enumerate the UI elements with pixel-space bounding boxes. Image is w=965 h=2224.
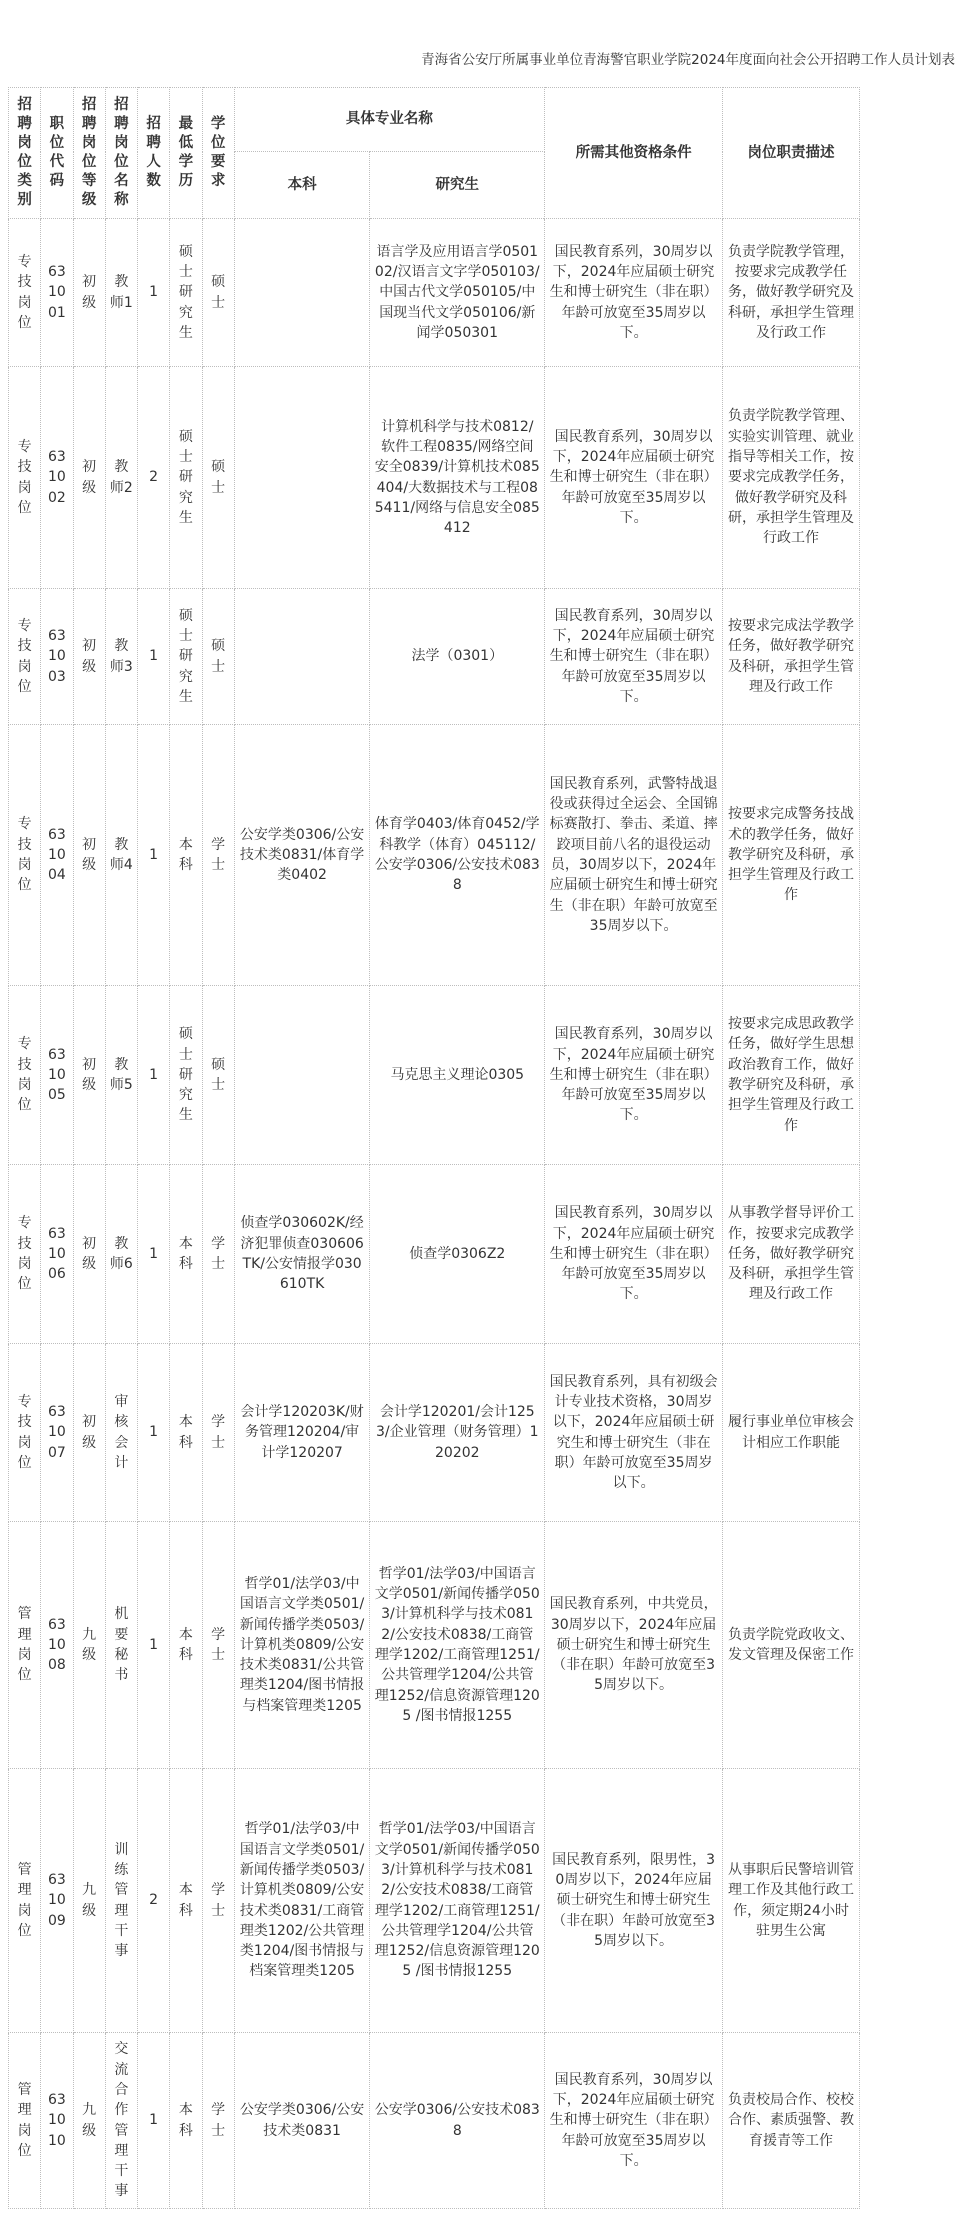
cell-name: 教师5 — [105, 986, 137, 1165]
table-row — [9, 1165, 860, 1344]
cell-education: 本科 — [170, 1522, 202, 1769]
cell-qualification: 国民教育系列，30周岁以下，2024年应届硕士研究生和博士研究生（非在职）年龄可放宽至35周岁以下。 — [545, 1165, 723, 1344]
cell-code: 631009 — [41, 1769, 73, 2033]
table-row — [9, 1769, 860, 2033]
cell-count: 2 — [138, 367, 170, 589]
cell-grad: 法学（0301） — [370, 589, 545, 725]
cell-undergrad: 公安学类0306/公安技术类0831 — [234, 2033, 370, 2209]
cell-undergrad — [234, 589, 370, 725]
cell-name: 交流合作管理干事 — [105, 2033, 137, 2209]
cell-education: 硕士研究生 — [170, 986, 202, 1165]
cell-education: 本科 — [170, 1344, 202, 1522]
table-row — [9, 219, 860, 367]
cell-count: 1 — [138, 589, 170, 725]
cell-code: 631005 — [41, 986, 73, 1165]
cell-duty: 负责校局合作、校校合作、素质强警、教育援青等工作 — [723, 2033, 860, 2209]
cell-code: 631010 — [41, 2033, 73, 2209]
cell-category: 专技岗位 — [9, 219, 41, 367]
cell-count: 1 — [138, 2033, 170, 2209]
cell-undergrad — [234, 367, 370, 589]
cell-degree: 硕士 — [202, 589, 234, 725]
cell-category: 专技岗位 — [9, 986, 41, 1165]
header-grad: 研究生 — [370, 152, 545, 219]
cell-education: 本科 — [170, 1769, 202, 2033]
cell-undergrad: 侦查学030602K/经济犯罪侦查030606TK/公安情报学030610TK — [234, 1165, 370, 1344]
cell-category: 管理岗位 — [9, 1522, 41, 1769]
header-major: 具体专业名称 — [234, 88, 544, 152]
cell-qualification: 国民教育系列，30周岁以下，2024年应届硕士研究生和博士研究生（非在职）年龄可放宽至35周岁以下。 — [545, 2033, 723, 2209]
cell-name: 教师3 — [105, 589, 137, 725]
cell-undergrad — [234, 219, 370, 367]
cell-education: 本科 — [170, 725, 202, 986]
cell-duty: 负责学院教学管理、实验实训管理、就业指导等相关工作，按要求完成教学任务，做好教学研究及科研，承担学生管理及行政工作 — [723, 367, 860, 589]
cell-name: 教师4 — [105, 725, 137, 986]
cell-name: 机要秘书 — [105, 1522, 137, 1769]
header-code: 职位代码 — [41, 88, 73, 219]
table-row — [9, 725, 860, 986]
cell-code: 631001 — [41, 219, 73, 367]
cell-grad: 计算机科学与技术0812/软件工程0835/网络空间安全0839/计算机技术085404/大数据技术与工程085411/网络与信息安全085412 — [370, 367, 545, 589]
cell-level: 初级 — [73, 725, 105, 986]
cell-qualification: 国民教育系列，中共党员，30周岁以下，2024年应届硕士研究生和博士研究生（非在职）年龄可放宽至35周岁以下。 — [545, 1522, 723, 1769]
cell-duty: 从事职后民警培训管理工作及其他行政工作，须定期24小时驻男生公寓 — [723, 1769, 860, 2033]
header-category: 招聘岗位类别 — [9, 88, 41, 219]
cell-education: 硕士研究生 — [170, 219, 202, 367]
cell-degree: 学士 — [202, 1165, 234, 1344]
cell-code: 631004 — [41, 725, 73, 986]
cell-education: 本科 — [170, 2033, 202, 2209]
cell-duty: 负责学院教学管理，按要求完成教学任务，做好教学研究及科研，承担学生管理及行政工作 — [723, 219, 860, 367]
cell-duty: 按要求完成法学教学任务，做好教学研究及科研，承担学生管理及行政工作 — [723, 589, 860, 725]
cell-degree: 硕士 — [202, 986, 234, 1165]
cell-code: 631003 — [41, 589, 73, 725]
cell-level: 初级 — [73, 1344, 105, 1522]
cell-level: 初级 — [73, 367, 105, 589]
cell-undergrad: 哲学01/法学03/中国语言文学类0501/新闻传播学类0503/计算机类0809/公安技术类0831/工商管理类1202/公共管理类1204/图书情报与档案管理类1205 — [234, 1769, 370, 2033]
cell-level: 九级 — [73, 1522, 105, 1769]
cell-education: 本科 — [170, 1165, 202, 1344]
cell-level: 九级 — [73, 2033, 105, 2209]
cell-level: 初级 — [73, 219, 105, 367]
cell-name: 训练管理干事 — [105, 1769, 137, 2033]
table-row — [9, 1522, 860, 1769]
cell-code: 631002 — [41, 367, 73, 589]
cell-name: 教师6 — [105, 1165, 137, 1344]
cell-category: 管理岗位 — [9, 2033, 41, 2209]
cell-duty: 按要求完成警务技战术的教学任务，做好教学研究及科研，承担学生管理及行政工作 — [723, 725, 860, 986]
header-undergrad: 本科 — [234, 152, 370, 219]
header-count: 招聘人数 — [138, 88, 170, 219]
cell-degree: 硕士 — [202, 219, 234, 367]
cell-undergrad — [234, 986, 370, 1165]
cell-degree: 学士 — [202, 1344, 234, 1522]
cell-category: 专技岗位 — [9, 1344, 41, 1522]
page-title: 青海省公安厅所属事业单位青海警官职业学院2024年度面向社会公开招聘工作人员计划表 — [421, 52, 955, 68]
header-name: 招聘岗位名称 — [105, 88, 137, 219]
cell-grad: 侦查学0306Z2 — [370, 1165, 545, 1344]
cell-count: 1 — [138, 1165, 170, 1344]
cell-qualification: 国民教育系列，30周岁以下，2024年应届硕士研究生和博士研究生（非在职）年龄可放宽至35周岁以下。 — [545, 589, 723, 725]
table-row — [9, 986, 860, 1165]
cell-grad: 会计学120201/会计1253/企业管理（财务管理）120202 — [370, 1344, 545, 1522]
cell-duty: 从事教学督导评价工作，按要求完成教学任务，做好教学研究及科研，承担学生管理及行政工作 — [723, 1165, 860, 1344]
cell-code: 631007 — [41, 1344, 73, 1522]
cell-level: 初级 — [73, 1165, 105, 1344]
cell-category: 专技岗位 — [9, 367, 41, 589]
cell-name: 教师1 — [105, 219, 137, 367]
cell-degree: 学士 — [202, 2033, 234, 2209]
cell-undergrad: 哲学01/法学03/中国语言文学类0501/新闻传播学类0503/计算机类0809/公安技术类0831/公共管理类1204/图书情报与档案管理类1205 — [234, 1522, 370, 1769]
table-row — [9, 589, 860, 725]
table-row — [9, 1344, 860, 1522]
cell-qualification: 国民教育系列，30周岁以下，2024年应届硕士研究生和博士研究生（非在职）年龄可放宽至35周岁以下。 — [545, 367, 723, 589]
cell-degree: 学士 — [202, 1769, 234, 2033]
header-duty: 岗位职责描述 — [723, 88, 860, 219]
cell-category: 专技岗位 — [9, 589, 41, 725]
cell-grad: 哲学01/法学03/中国语言文学0501/新闻传播学0503/计算机科学与技术0812/公安技术0838/工商管理学1202/工商管理1251/公共管理学1204/公共管理1252/信息资源管理1205 /图书情报1255 — [370, 1769, 545, 2033]
cell-count: 1 — [138, 219, 170, 367]
cell-duty: 按要求完成思政教学任务，做好学生思想政治教育工作，做好教学研究及科研，承担学生管理及行政工作 — [723, 986, 860, 1165]
cell-qualification: 国民教育系列，30周岁以下，2024年应届硕士研究生和博士研究生（非在职）年龄可放宽至35周岁以下。 — [545, 986, 723, 1165]
cell-education: 硕士研究生 — [170, 589, 202, 725]
cell-name: 审核会计 — [105, 1344, 137, 1522]
cell-qualification: 国民教育系列，武警特战退役或获得过全运会、全国锦标赛散打、拳击、柔道、摔跤项目前八名的退役运动员，30周岁以下，2024年应届硕士研究生和博士研究生（非在职）年龄可放宽至35周岁以下。 — [545, 725, 723, 986]
header-level: 招聘岗位等级 — [73, 88, 105, 219]
cell-code: 631006 — [41, 1165, 73, 1344]
cell-grad: 体育学0403/体育0452/学科教学（体育）045112/公安学0306/公安技术0838 — [370, 725, 545, 986]
cell-qualification: 国民教育系列，具有初级会计专业技术资格，30周岁以下，2024年应届硕士研究生和博士研究生（非在职）年龄可放宽至35周岁以下。 — [545, 1344, 723, 1522]
cell-grad: 马克思主义理论0305 — [370, 986, 545, 1165]
cell-count: 1 — [138, 986, 170, 1165]
cell-count: 1 — [138, 1522, 170, 1769]
cell-duty: 履行事业单位审核会计相应工作职能 — [723, 1344, 860, 1522]
header-qualification: 所需其他资格条件 — [545, 88, 723, 219]
cell-category: 专技岗位 — [9, 1165, 41, 1344]
cell-category: 管理岗位 — [9, 1769, 41, 2033]
cell-undergrad: 会计学120203K/财务管理120204/审计学120207 — [234, 1344, 370, 1522]
cell-count: 1 — [138, 1344, 170, 1522]
cell-qualification: 国民教育系列，限男性，30周岁以下，2024年应届硕士研究生和博士研究生（非在职）年龄可放宽至35周岁以下。 — [545, 1769, 723, 2033]
cell-grad: 语言学及应用语言学050102/汉语言文字学050103/中国古代文学050105/中国现当代文学050106/新闻学050301 — [370, 219, 545, 367]
cell-grad: 公安学0306/公安技术0838 — [370, 2033, 545, 2209]
cell-category: 专技岗位 — [9, 725, 41, 986]
cell-grad: 哲学01/法学03/中国语言文学0501/新闻传播学0503/计算机科学与技术0812/公安技术0838/工商管理学1202/工商管理1251/公共管理学1204/公共管理1252/信息资源管理1205 /图书情报1255 — [370, 1522, 545, 1769]
header-degree: 学位要求 — [202, 88, 234, 219]
cell-count: 1 — [138, 725, 170, 986]
cell-name: 教师2 — [105, 367, 137, 589]
header-education: 最低学历 — [170, 88, 202, 219]
cell-education: 硕士研究生 — [170, 367, 202, 589]
cell-qualification: 国民教育系列，30周岁以下，2024年应届硕士研究生和博士研究生（非在职）年龄可放宽至35周岁以下。 — [545, 219, 723, 367]
table-row — [9, 367, 860, 589]
cell-degree: 学士 — [202, 725, 234, 986]
table-row — [9, 2033, 860, 2209]
cell-degree: 学士 — [202, 1522, 234, 1769]
cell-duty: 负责学院党政收文、发文管理及保密工作 — [723, 1522, 860, 1769]
recruitment-plan-table — [8, 87, 860, 2209]
cell-level: 初级 — [73, 589, 105, 725]
cell-code: 631008 — [41, 1522, 73, 1769]
cell-degree: 硕士 — [202, 367, 234, 589]
cell-level: 初级 — [73, 986, 105, 1165]
cell-undergrad: 公安学类0306/公安技术类0831/体育学类0402 — [234, 725, 370, 986]
cell-level: 九级 — [73, 1769, 105, 2033]
cell-count: 2 — [138, 1769, 170, 2033]
table-body — [9, 219, 860, 2209]
